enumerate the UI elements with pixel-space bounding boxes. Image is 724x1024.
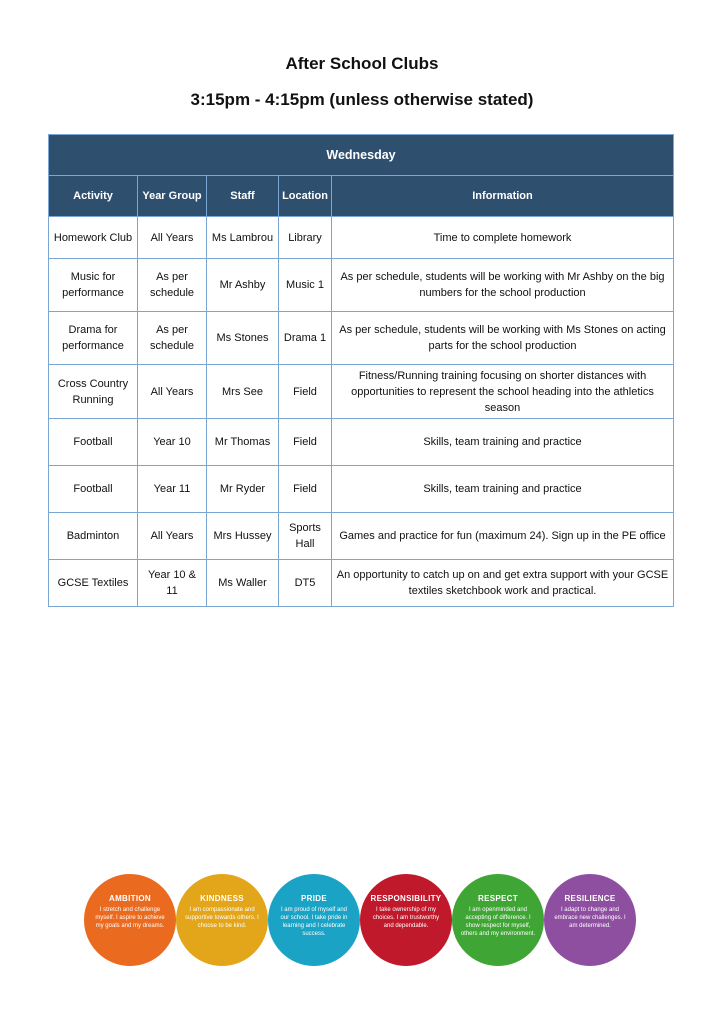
value-description: I stretch and challenge myself. I aspire to achieve my goals and my dreams. xyxy=(95,907,165,929)
table-row xyxy=(49,259,674,312)
value-badge-kindness xyxy=(176,874,268,966)
cell-year-group: All Years xyxy=(138,217,207,259)
cell-year-group: Year 11 xyxy=(138,466,207,513)
cell-year-group: As per schedule xyxy=(138,259,207,312)
cell-information: Skills, team training and practice xyxy=(332,419,674,466)
cell-activity: Drama for performance xyxy=(49,312,138,365)
cell-information: As per schedule, students will be working with Ms Stones on acting parts for the school production xyxy=(332,312,674,365)
cell-year-group: All Years xyxy=(138,365,207,419)
cell-location: Field xyxy=(279,365,332,419)
page-subtitle: 3:15pm - 4:15pm (unless otherwise stated) xyxy=(190,90,534,109)
value-description: I am openminded and accepting of difference. I show respect for myself, others and my environment. xyxy=(460,907,536,937)
cell-staff: Mr Ryder xyxy=(207,466,279,513)
cell-activity: Music for performance xyxy=(49,259,138,312)
cell-staff: Mrs Hussey xyxy=(207,513,279,560)
value-badge-pride xyxy=(268,874,360,966)
value-title: AMBITION xyxy=(109,894,151,903)
value-title: RESPONSIBILITY xyxy=(370,894,442,903)
cell-information: Fitness/Running training focusing on shorter distances with opportunities to represent the school heading into the athletics season xyxy=(332,365,674,419)
school-values-banner xyxy=(84,874,644,970)
cell-activity: Football xyxy=(49,419,138,466)
cell-year-group: As per schedule xyxy=(138,312,207,365)
table-row xyxy=(49,560,674,607)
value-title: RESPECT xyxy=(478,894,518,903)
column-header-activity: Activity xyxy=(49,176,138,217)
cell-activity: Football xyxy=(49,466,138,513)
cell-information: Games and practice for fun (maximum 24). Sign up in the PE office xyxy=(332,513,674,560)
cell-staff: Ms Lambrou xyxy=(207,217,279,259)
table-row xyxy=(49,419,674,466)
cell-location: DT5 xyxy=(279,560,332,607)
cell-information: Skills, team training and practice xyxy=(332,466,674,513)
value-title: RESILIENCE xyxy=(564,894,616,903)
value-description: I take ownership of my choices. I am trustworthy and dependable. xyxy=(372,907,440,929)
table-row xyxy=(49,217,674,259)
value-badge-ambition xyxy=(84,874,176,966)
cell-activity: Homework Club xyxy=(49,217,138,259)
page-title: After School Clubs xyxy=(285,54,439,73)
cell-year-group: Year 10 & 11 xyxy=(138,560,207,607)
cell-location: Field xyxy=(279,419,332,466)
value-badge-resilience xyxy=(544,874,636,966)
cell-activity: Badminton xyxy=(49,513,138,560)
value-title: PRIDE xyxy=(301,894,327,903)
day-header: Wednesday xyxy=(49,135,674,176)
clubs-table xyxy=(48,134,674,607)
cell-year-group: Year 10 xyxy=(138,419,207,466)
value-badge-respect xyxy=(452,874,544,966)
column-header-information: Information xyxy=(332,176,674,217)
column-header-year-group: Year Group xyxy=(138,176,207,217)
cell-activity: Cross Country Running xyxy=(49,365,138,419)
cell-staff: Ms Waller xyxy=(207,560,279,607)
table-row xyxy=(49,365,674,419)
cell-location: Field xyxy=(279,466,332,513)
cell-location: Music 1 xyxy=(279,259,332,312)
cell-staff: Mrs See xyxy=(207,365,279,419)
value-description: I adapt to change and embrace new challenges. I am determined. xyxy=(554,907,626,929)
value-title: KINDNESS xyxy=(200,894,244,903)
table-row xyxy=(49,312,674,365)
cell-year-group: All Years xyxy=(138,513,207,560)
cell-staff: Mr Ashby xyxy=(207,259,279,312)
value-badge-responsibility xyxy=(360,874,452,966)
column-header-location: Location xyxy=(279,176,332,217)
cell-location: Drama 1 xyxy=(279,312,332,365)
cell-activity: GCSE Textiles xyxy=(49,560,138,607)
cell-location: Sports Hall xyxy=(279,513,332,560)
cell-information: Time to complete homework xyxy=(332,217,674,259)
column-header-staff: Staff xyxy=(207,176,279,217)
cell-information: An opportunity to catch up on and get extra support with your GCSE textiles sketchbook work and practical. xyxy=(332,560,674,607)
value-description: I am proud of myself and our school. I take pride in learning and I celebrate success. xyxy=(280,907,348,937)
table-row xyxy=(49,466,674,513)
value-description: I am compassionate and supportive towards others. I choose to be kind. xyxy=(185,907,259,929)
cell-location: Library xyxy=(279,217,332,259)
table-row xyxy=(49,513,674,560)
cell-staff: Mr Thomas xyxy=(207,419,279,466)
cell-information: As per schedule, students will be working with Mr Ashby on the big numbers for the school production xyxy=(332,259,674,312)
cell-staff: Ms Stones xyxy=(207,312,279,365)
